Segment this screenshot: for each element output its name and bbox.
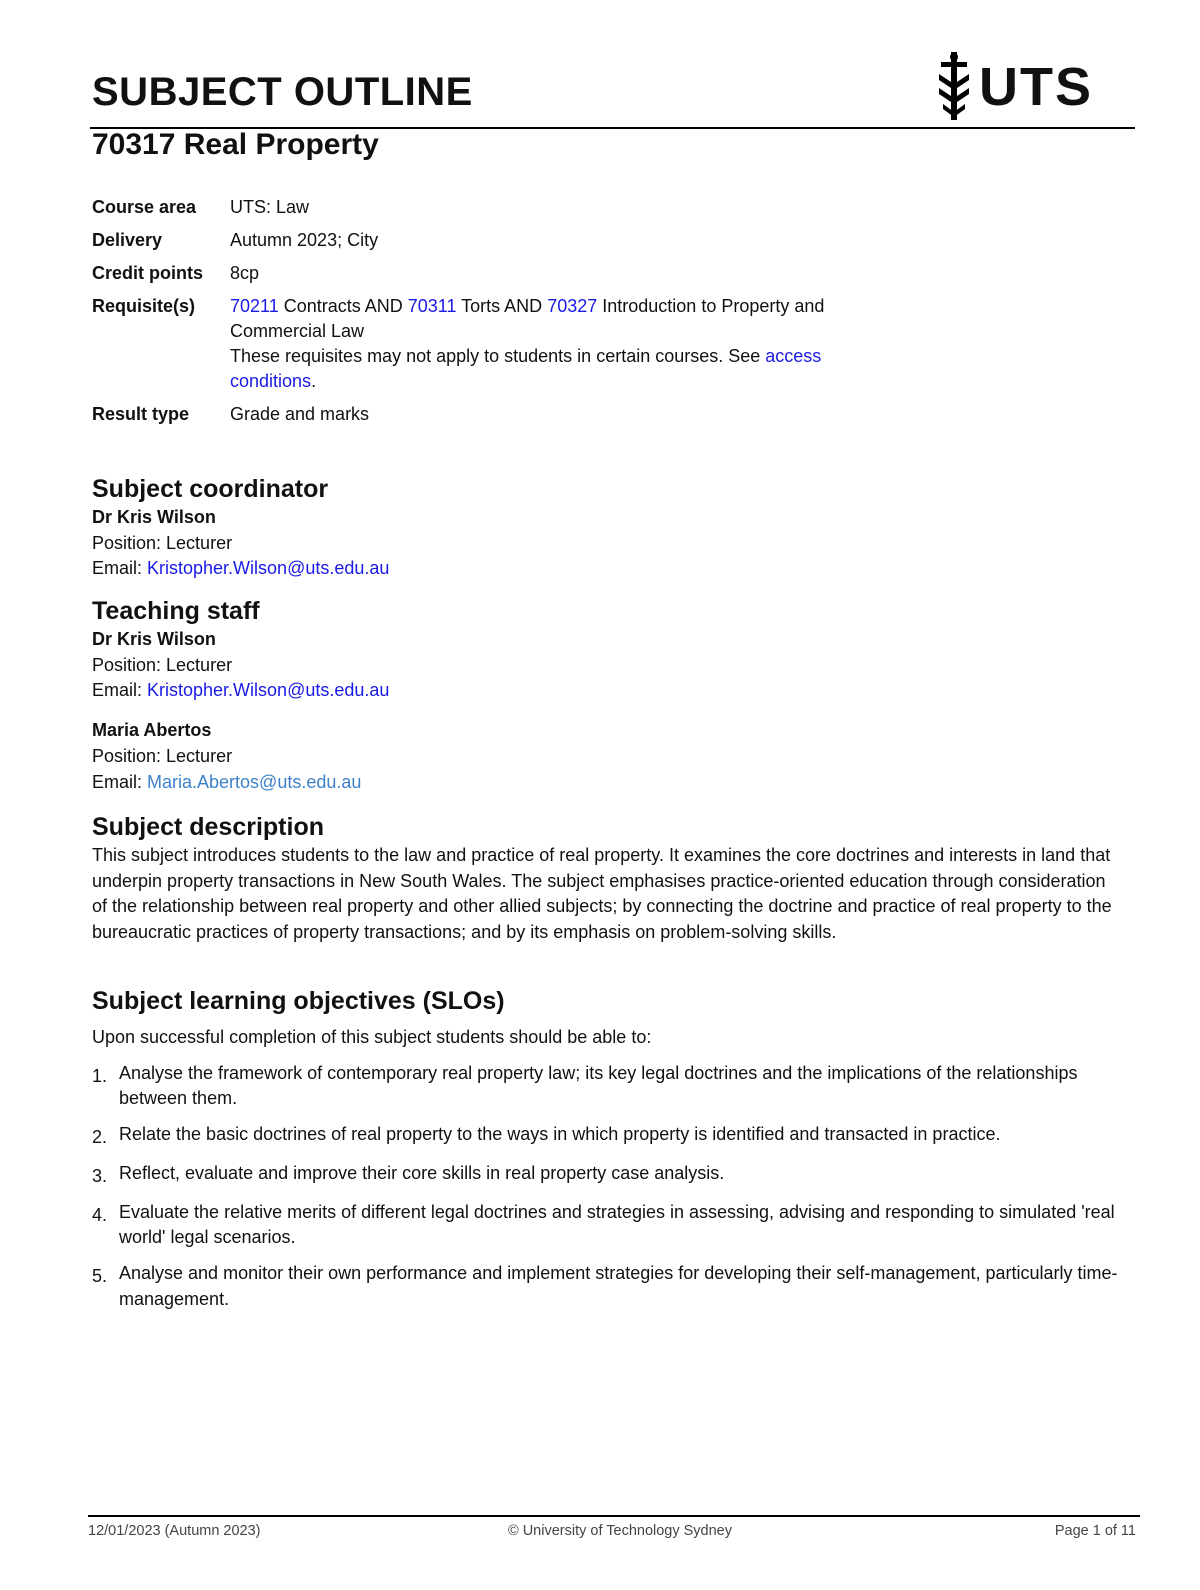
- requisite-text: Torts AND: [456, 296, 548, 316]
- page-header: [90, 52, 1135, 129]
- subject-title: 70317 Real Property: [92, 128, 379, 161]
- info-row-credit-points: [92, 261, 910, 286]
- objectives-section: [92, 985, 1122, 1312]
- teaching-staff-section: [92, 595, 1122, 795]
- staff-email-link[interactable]: Kristopher.Wilson@uts.edu.au: [147, 680, 390, 701]
- list-number: 1.: [92, 1065, 108, 1086]
- section-heading: Subject learning objectives (SLOs): [92, 987, 505, 1015]
- list-text: Analyse and monitor their own performance and implement strategies for developing their self-management, particularly time-management.: [119, 1262, 1118, 1309]
- list-text: Evaluate the relative merits of different legal doctrines and strategies in assessing, advising and responding to simulated 'real world' legal scenarios.: [119, 1201, 1115, 1248]
- section-heading: Teaching staff: [92, 597, 260, 625]
- info-value: 8cp: [230, 263, 260, 283]
- list-text: Reflect, evaluate and improve their core skills in real property case analysis.: [119, 1162, 725, 1183]
- info-row-course-area: [92, 195, 910, 220]
- info-value: Autumn 2023; City: [230, 230, 379, 250]
- list-number: 4.: [92, 1204, 108, 1225]
- list-item: [92, 1161, 1122, 1190]
- coordinator-name: Dr Kris Wilson: [92, 507, 216, 527]
- info-row-result-type: [92, 402, 910, 427]
- page-footer: [88, 1515, 1140, 1539]
- coordinator-position: Position: Lecturer: [92, 532, 233, 553]
- subject-info-table: [92, 195, 910, 435]
- list-text: Relate the basic doctrines of real property to the ways in which property is identified and transacted in practice.: [119, 1124, 1001, 1145]
- footer-copyright: © University of Technology Sydney: [508, 1523, 732, 1539]
- requisite-note-end: .: [311, 371, 317, 391]
- info-label: Credit points: [92, 263, 203, 283]
- requisite-link-70211[interactable]: 70211: [230, 296, 279, 316]
- info-label: Requisite(s): [92, 296, 196, 316]
- info-value: UTS: Law: [230, 197, 310, 217]
- logo-text: UTS: [979, 57, 1093, 117]
- requisite-note: These requisites may not apply to students in certain courses. See: [230, 346, 766, 366]
- requisite-text: Contracts AND: [278, 296, 408, 316]
- list-item: [92, 1122, 1122, 1151]
- list-text: Analyse the framework of contemporary real property law; its key legal doctrines and the implications of the relationships between them.: [119, 1062, 1078, 1109]
- info-label: Course area: [92, 197, 197, 217]
- email-label: Email:: [92, 558, 148, 579]
- coordinator-email-row: [92, 556, 1122, 582]
- footer-date: 12/01/2023 (Autumn 2023): [88, 1523, 261, 1539]
- staff-position: Position: Lecturer: [92, 745, 233, 766]
- info-value: [230, 294, 910, 394]
- section-heading: Subject coordinator: [92, 475, 329, 503]
- access-conditions-link[interactable]: access conditions: [230, 346, 822, 391]
- staff-email-row: [92, 770, 1122, 796]
- list-item: [92, 1200, 1122, 1251]
- info-label: Result type: [92, 404, 190, 424]
- staff-name: Maria Abertos: [92, 720, 212, 741]
- coordinator-section: [92, 473, 1122, 582]
- list-number: 3.: [92, 1165, 108, 1186]
- list-item: [92, 1261, 1122, 1312]
- info-value: Grade and marks: [230, 404, 370, 424]
- staff-email-row: [92, 678, 1122, 704]
- document-title: SUBJECT OUTLINE: [92, 70, 473, 114]
- objectives-intro: Upon successful completion of this subject students should be able to:: [92, 1027, 652, 1047]
- list-number: 5.: [92, 1265, 108, 1286]
- objectives-list: [92, 1061, 1122, 1313]
- requisite-text: Introduction to Property and Commercial Law: [230, 296, 825, 341]
- info-label: Delivery: [92, 230, 163, 250]
- email-label: Email:: [92, 680, 148, 701]
- uts-crest-icon: [935, 52, 973, 122]
- footer-page-number: Page 1 of 11: [1054, 1523, 1136, 1539]
- info-row-requisites: [92, 294, 910, 394]
- description-text: This subject introduces students to the law and practice of real property. It examines the core doctrines and interests in land that underpin property transactions in New South Wales. The subject emphasises practice-oriented education through consideration of the relationship between real property and other allied subjects; by connecting the doctrine and practice of real property to the bureaucratic practices of property transactions; and by its emphasis on problem-solving skills.: [92, 845, 1112, 943]
- list-item: [92, 1061, 1122, 1112]
- coordinator-email-link[interactable]: Kristopher.Wilson@uts.edu.au: [147, 558, 390, 579]
- list-number: 2.: [92, 1127, 108, 1148]
- description-section: [92, 811, 1122, 946]
- uts-logo: [935, 52, 1093, 122]
- staff-email-link[interactable]: Maria.Abertos@uts.edu.au: [147, 771, 362, 792]
- staff-position: Position: Lecturer: [92, 654, 233, 675]
- staff-name: Dr Kris Wilson: [92, 629, 216, 649]
- email-label: Email:: [92, 771, 148, 792]
- section-heading: Subject description: [92, 813, 324, 841]
- requisite-link-70327[interactable]: 70327: [547, 296, 598, 316]
- info-row-delivery: [92, 228, 910, 253]
- requisite-link-70311[interactable]: 70311: [407, 296, 457, 316]
